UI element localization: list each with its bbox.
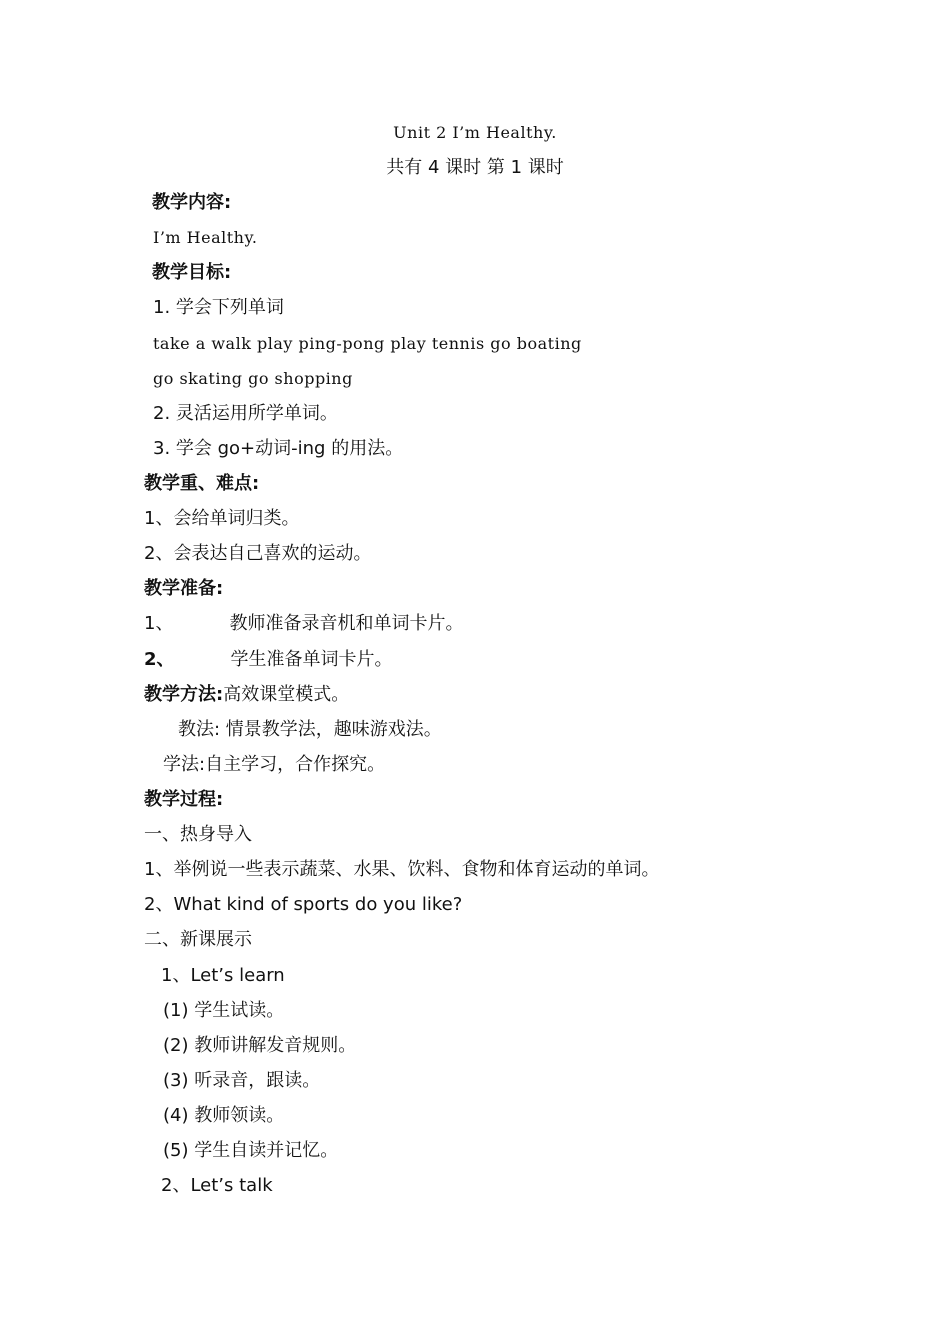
vocabulary-line-2: go skating go shopping bbox=[153, 369, 353, 388]
content-text: I’m Healthy. bbox=[153, 228, 258, 247]
section-2-item-1: 1、Let’s learn bbox=[161, 965, 285, 986]
content-heading: 教学内容: bbox=[152, 192, 232, 213]
lesson-count: 共有 4 课时 第 1 课时 bbox=[386, 157, 564, 178]
learning-method: 学法:自主学习，合作探究。 bbox=[163, 754, 386, 775]
objective-item-3: 3. 学会 go+动词-ing 的用法。 bbox=[153, 438, 404, 459]
preparation-item-2 bbox=[144, 648, 393, 672]
methods-text: 高效课堂模式。 bbox=[223, 684, 350, 705]
section-1-title: 一、热身导入 bbox=[144, 824, 252, 845]
preparation-item-2-number: 2、 bbox=[144, 649, 175, 670]
preparation-item-1-number: 1、 bbox=[144, 613, 174, 634]
teaching-method: 教法: 情景教学法，趣味游戏法。 bbox=[178, 719, 442, 740]
process-heading: 教学过程: bbox=[144, 789, 224, 810]
objectives-heading: 教学目标: bbox=[152, 262, 232, 283]
vocabulary-line-1: take a walk play ping-pong play tennis go boating bbox=[153, 334, 582, 353]
preparation-item-1 bbox=[144, 612, 463, 636]
methods-line bbox=[144, 683, 349, 707]
objective-item-1: 1. 学会下列单词 bbox=[153, 297, 284, 318]
section-1-item-1: 1、举例说一些表示蔬菜、水果、饮料、食物和体育运动的单词。 bbox=[144, 859, 660, 880]
learn-step-3: (3) 听录音，跟读。 bbox=[163, 1070, 321, 1091]
key-points-heading: 教学重、难点: bbox=[144, 473, 260, 494]
preparation-item-2-text: 学生准备单词卡片。 bbox=[230, 649, 393, 670]
learn-step-1: (1) 学生试读。 bbox=[163, 1000, 285, 1021]
preparation-item-1-text: 教师准备录音机和单词卡片。 bbox=[229, 613, 464, 634]
section-2-title: 二、新课展示 bbox=[144, 929, 252, 950]
key-point-1: 1、会给单词归类。 bbox=[144, 508, 300, 529]
objective-item-2: 2. 灵活运用所学单词。 bbox=[153, 403, 338, 424]
key-point-2: 2、会表达自己喜欢的运动。 bbox=[144, 543, 372, 564]
learn-step-5: (5) 学生自读并记忆。 bbox=[163, 1140, 339, 1161]
learn-step-4: (4) 教师领读。 bbox=[163, 1105, 285, 1126]
section-2-item-2: 2、Let’s talk bbox=[161, 1175, 273, 1196]
section-1-item-2: 2、What kind of sports do you like? bbox=[144, 894, 463, 915]
learn-step-2: (2) 教师讲解发音规则。 bbox=[163, 1035, 357, 1056]
preparation-heading: 教学准备: bbox=[144, 578, 224, 599]
methods-heading: 教学方法: bbox=[144, 684, 224, 705]
document-title: Unit 2 I’m Healthy. bbox=[393, 123, 557, 142]
